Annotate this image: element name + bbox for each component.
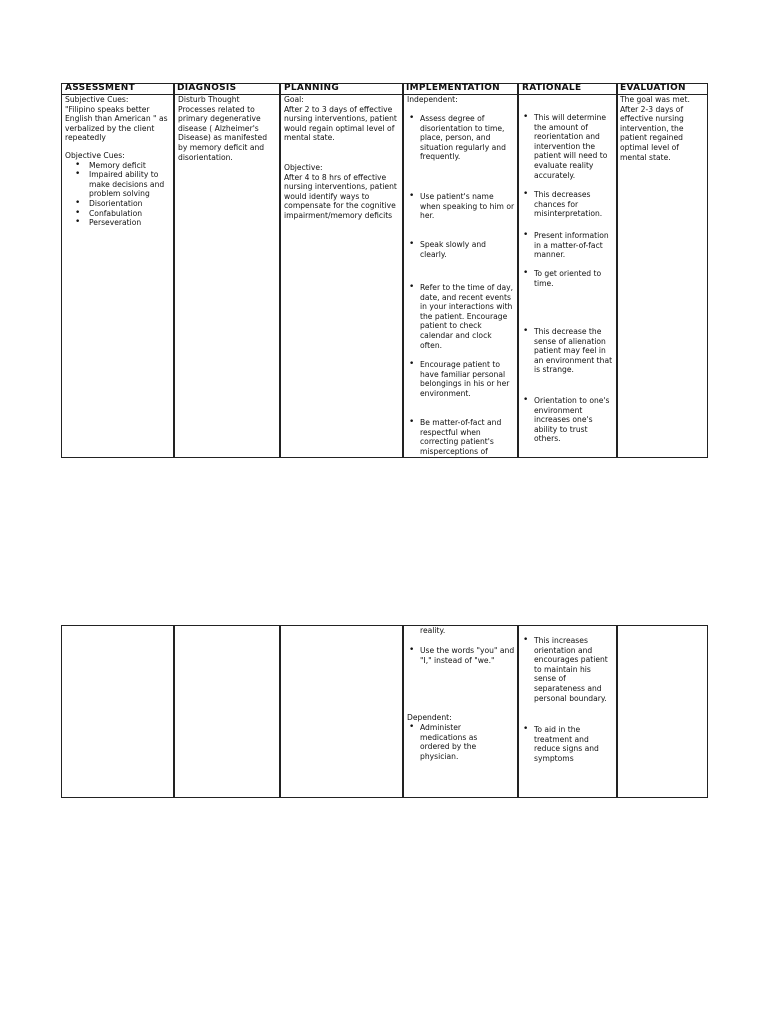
evaluation-cell: The goal was met. After 2-3 days of effective nursing intervention, the patient regained optimal level of mental state. — [620, 95, 690, 162]
planning-cell — [284, 95, 398, 221]
subjective-cues-label: Subjective Cues: — [65, 95, 129, 104]
objective-cue-item: • Impaired ability to make decisions and problem solving — [73, 170, 171, 199]
objective-text: After 4 to 8 hrs of effective nursing interventions, patient would identify ways to compensate for the cognitive impairment/memory deficits — [284, 172, 397, 220]
rationale-item: • This decreases chances for misinterpretation. — [521, 190, 615, 219]
objective-cue-item: • Confabulation — [73, 209, 171, 219]
header-implementation: IMPLEMENTATION — [406, 83, 500, 93]
rationale-item: • This will determine the amount of reorientation and intervention the patient will need to evaluate reality accurately. — [521, 113, 615, 180]
care-plan-table-1 — [61, 83, 708, 458]
column-divider — [616, 626, 618, 797]
assessment-cell — [65, 95, 171, 228]
column-divider — [279, 626, 281, 797]
dependent-label: Dependent: — [407, 713, 452, 722]
rationale-cell — [521, 84, 614, 456]
subjective-cues-text: "Filipino speaks better English than American " as verbalized by the client repeatedly — [65, 104, 168, 143]
rationale-item: • This increases orientation and encourages patient to maintain his sense of separateness and personal boundary. — [521, 636, 615, 703]
rationale-cell-continued — [521, 626, 614, 796]
column-divider — [173, 84, 175, 457]
independent-label: Independent: — [407, 95, 458, 104]
header-evaluation: EVALUATION — [620, 83, 686, 93]
implementation-item: • Assess degree of disorientation to time, place, person, and situation regularly and frequently. — [407, 114, 515, 162]
implementation-item: • Speak slowly and clearly. — [407, 240, 515, 259]
rationale-item: • Present information in a matter-of-fact manner. — [521, 231, 615, 260]
goal-label: Goal: — [284, 95, 304, 104]
header-rationale: RATIONALE — [522, 83, 582, 93]
objective-label: Objective: — [284, 162, 323, 172]
implementation-cell — [407, 84, 515, 456]
objective-cues-label: Objective Cues: — [65, 150, 125, 160]
implementation-item: • Use the words "you" and "I," instead of "we." — [407, 646, 515, 665]
column-divider — [173, 626, 175, 797]
rationale-item: • To get oriented to time. — [521, 269, 615, 288]
implementation-item: • Administer medications as ordered by the physician. — [407, 723, 500, 761]
objective-cue-item: • Memory deficit — [73, 161, 171, 171]
care-plan-table-2 — [61, 625, 708, 798]
column-divider — [402, 84, 404, 457]
column-divider — [517, 84, 519, 457]
implementation-item: • Refer to the time of day, date, and recent events in your interactions with the patient. Encourage patient to check calendar and clock often. — [407, 283, 515, 350]
goal-text: After 2 to 3 days of effective nursing interventions, patient would regain optimal level of mental state. — [284, 104, 397, 143]
column-divider — [616, 84, 618, 457]
rationale-item: • To aid in the treatment and reduce signs and symptoms — [521, 725, 615, 763]
objective-cue-item: • Perseveration — [73, 218, 171, 228]
continued-text: reality. — [420, 626, 446, 635]
header-assessment: ASSESSMENT — [65, 83, 136, 93]
column-divider — [402, 626, 404, 797]
column-divider — [517, 626, 519, 797]
implementation-item: • Encourage patient to have familiar personal belongings in his or her environment. — [407, 360, 515, 398]
header-diagnosis: DIAGNOSIS — [177, 83, 237, 93]
header-planning: PLANNING — [284, 83, 340, 93]
objective-cue-item: • Disorientation — [73, 199, 171, 209]
rationale-item: • Orientation to one's environment increases one's ability to trust others. — [521, 396, 615, 444]
implementation-item: • Be matter-of-fact and respectful when correcting patient's misperceptions of — [407, 418, 515, 456]
column-divider — [279, 84, 281, 457]
implementation-cell-continued — [407, 626, 515, 796]
implementation-item: • Use patient's name when speaking to him or her. — [407, 192, 515, 221]
rationale-item: • This decrease the sense of alienation patient may feel in an environment that is strange. — [521, 327, 615, 375]
diagnosis-cell: Disturb Thought Processes related to primary degenerative disease ( Alzheimer's Disease) as manifested by memory deficit and disorientation. — [178, 95, 268, 162]
